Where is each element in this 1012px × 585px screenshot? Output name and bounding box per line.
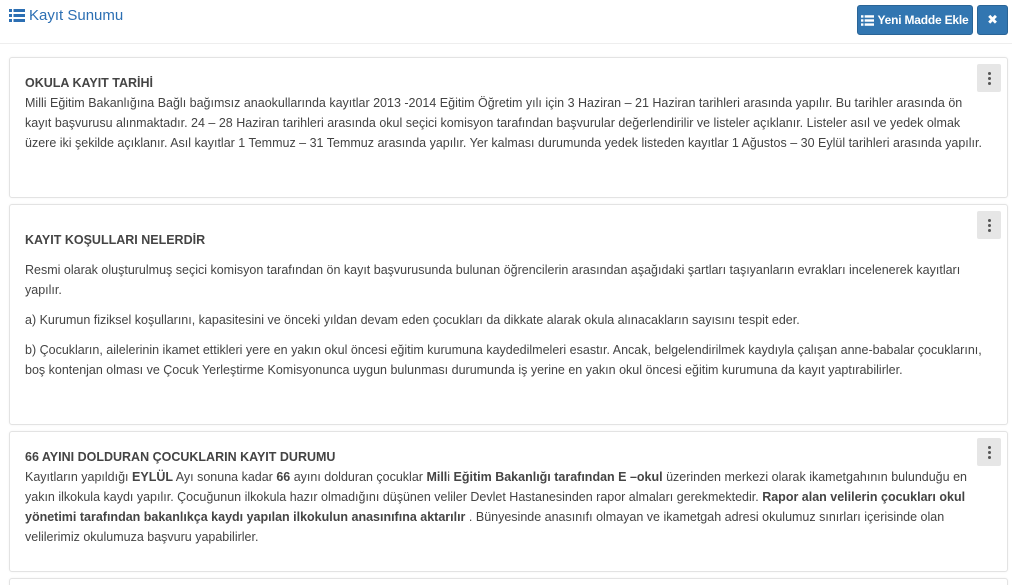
page-title-text: Kayıt Sunumu: [29, 7, 124, 24]
page-header: [0, 0, 1012, 44]
add-item-label: Yeni Madde Ekle: [877, 13, 969, 27]
close-icon: ✖: [987, 12, 998, 27]
list-icon: [861, 15, 874, 26]
close-button[interactable]: [977, 5, 1008, 35]
list-icon: [9, 9, 25, 22]
panel-title: 66 AYINI DOLDURAN ÇOCUKLARIN KAYIT DURUMU: [25, 450, 336, 464]
content-panel: [9, 204, 1008, 425]
panel-title: KAYIT KOŞULLARI NELERDİR: [25, 233, 206, 247]
panel-text: Kayıtların yapıldığı EYLÜL Ayı sonuna kadar 66 ayını dolduran çocuklar Milli Eğitim Bakanlığı tarafından E –okul üzerinden merkezi olarak ikametgahının bulunduğu en yakın ilkokula kaydı yapılır. Çocuğunun ilkokula hazır olmadığını düşünen veliler Devlet Hastanesinden rapor almaları gerekmektedir. Rapor alan velilerin çocukları okul yönetimi tarafından bakanlıkça kaydı yapılan ilkokulun anasınıfına aktarılır . Bünyesinde anasınıfı olmayan ve ikametgah adresi okulumuz sınırları içerisinde olan velilerimiz okulumuza başvuru yapabilirler.: [25, 470, 967, 544]
more-options-icon[interactable]: [977, 211, 1001, 239]
add-item-button[interactable]: [857, 5, 973, 35]
panel-text: b) Çocukların, ailelerinin ikamet ettikleri yere en yakın okul öncesi eğitim kurumuna kaydedilmeleri esastır. Ancak, belgelendirilmek kaydıyla çalışan anne-babalar çocuklarını, boş kontenjan olması ve Çocuk Yerleştirme Komisyonunca uygun bulunması durumunda iş yerine en yakın okul öncesi eğitim kurumuna da kayıt yaptırabilirler.: [25, 343, 982, 377]
panel-text: Milli Eğitim Bakanlığına Bağlı bağımsız anaokullarında kayıtlar 2013 -2014 Eğitim Öğretim yılı için 3 Haziran – 21 Haziran tarihleri arasında yapılır. Bu tarihler arasında ön kayıt başvurusu alınmaktadır. 24 – 28 Haziran tarihleri arasında okul seçici komisyon tarafından başvurular değerlendirilir ve listeler açıklanır. Listeler asıl ve yedek olmak üzere iki şekilde açıklanır. Asıl kayıtlar 1 Temmuz – 31 Temmuz arasında yapılır. Yer kalması durumunda yedek listeden kayıtlar 1 Ağustos – 30 Eylül tarihleri arasında yapılır.: [25, 96, 982, 150]
content-panel: [9, 57, 1008, 198]
content-panel: [9, 431, 1008, 572]
panel-text: Resmi olarak oluşturulmuş seçici komisyon tarafından ön kayıt başvurusunda bulunan öğrencilerin arasından aşağıdaki şartları taşıyanların evrakları incelenerek kayıtları yapılır.: [25, 263, 961, 297]
panel-title: OKULA KAYIT TARİHİ: [25, 76, 154, 90]
more-options-icon[interactable]: [977, 438, 1001, 466]
panel-text: a) Kurumun fiziksel koşullarını, kapasitesini ve önceki yıldan devam eden çocukları da dikkate alarak okula alınacakların sayısını tespit eder.: [25, 313, 800, 327]
more-options-icon[interactable]: [977, 64, 1001, 92]
page-title: [9, 7, 123, 24]
content-panel: [9, 578, 1008, 585]
